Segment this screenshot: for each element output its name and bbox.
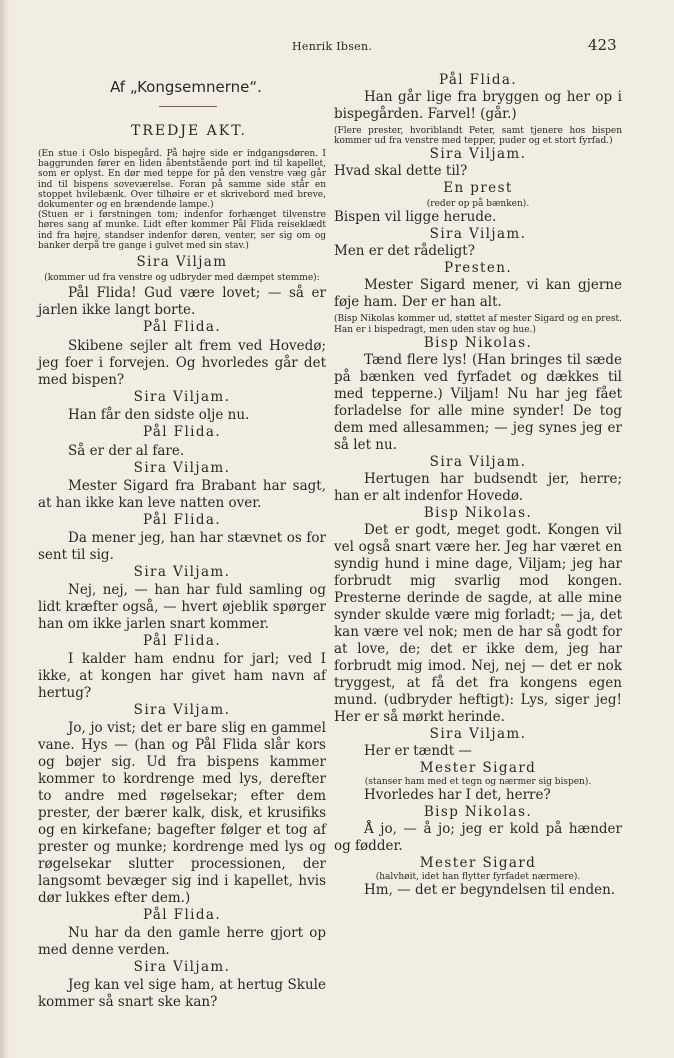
- dialogue-line: Pål Flida! Gud være lovet; — så er jarlen ikke langt borte.: [38, 285, 326, 319]
- dialogue-line: Men er det rådeligt?: [334, 243, 475, 260]
- speaker-name: Pål Flida.: [438, 72, 518, 88]
- speaker-name: Bisp Nikolas.: [423, 504, 533, 521]
- stage-direction: (En stue i Oslo bispegård. På højre side er indgangsdøren. I baggrunden fører en liden åbentstående port ind til kapellet, som er oplyst. En dør med teppe for på den venstre væg går ind til bispens soveværelse. Foran på samme side står en stoppet hvilebænk. Over tilhøire er et skrivebord med breve, dokumenter og en brændende lampe.): [38, 149, 326, 211]
- page-header: [0, 36, 674, 56]
- dialogue-line: Så er der al fare.: [68, 443, 185, 460]
- dialogue-line: Bispen vil ligge herude.: [334, 209, 497, 226]
- dialogue-line: Jeg kan vel sige ham, at hertug Skule kommer så snart ske kan?: [38, 977, 326, 1011]
- dialogue-line: I kalder ham endnu for jarl; ved I ikke, at kongen har givet ham navn af hertug?: [38, 651, 326, 702]
- speaker-name: Sira Viljam.: [429, 453, 527, 470]
- speaker-name: En prest: [443, 180, 513, 197]
- speaker-name: Mester Sigard: [419, 759, 537, 776]
- dialogue-line: Å jo, — å jo; jeg er kold på hænder og fødder.: [334, 820, 622, 854]
- stage-direction: (Flere prester, hvoriblandt Peter, samt tjenere hos bispen kommer ud fra venstre med tepper, puder og et stort fyrfad.): [334, 126, 622, 147]
- speaker-name: Sira Viljam.: [133, 460, 231, 477]
- left-text-column: [38, 76, 326, 1011]
- speaker-name: Sira Viljam.: [429, 725, 527, 742]
- dialogue-line: Nej, nej, — han har fuld samling og lidt kræfter også, — hvert øjeblik spørger han om ikke jarlen snart kommer.: [38, 582, 326, 633]
- speaker-name: Sira Viljam.: [133, 564, 231, 581]
- speaker-name: Pål Flida.: [142, 319, 222, 336]
- stage-direction: (Stuen er i førstningen tom; indenfor forhænget tilvenstre høres sang af munke. Lidt efter kommer Pål Flida reiseklædt ind fra højre, standser indenfor døren, venter, ser sig om og banker derpå tre gange i gulvet med sin stav.): [38, 210, 326, 251]
- act-heading: TREDJE AKT.: [131, 123, 247, 139]
- dialogue-line: Tænd flere lys! (Han bringes til sæde på bænken ved fyrfadet og dækkes til med tepperne.) Viljam! Nu har jeg fået forladelse for alle mine synder! De tog dem med allesammen; — jeg synes jeg er så let nu.: [334, 351, 622, 453]
- dialogue-line: Hm, — det er begyndelsen til enden.: [364, 881, 616, 898]
- dialogue-line: Det er godt, meget godt. Kongen vil vel også snart være her. Jeg har været en syndig hund i mine dage, Viljam; jeg har forbrudt mig svarlig mod kongen. Presterne derinde de sagde, at alle mine synder skulde være mig forladt; — ja, det kan være vel nok; men de har så godt for at love, de; det er ikke dem, jeg har forbrudt mig imod. Nej, nej — det er nok tryggest, at få det fra kongens egen mund. (udbryder heftigt): Lys, siger jeg! Her er så mørkt herinde.: [334, 521, 622, 725]
- dialogue-line: Mester Sigard fra Brabant har sagt, at han ikke kan leve natten over.: [38, 478, 326, 512]
- speaker-name: Sira Viljam.: [133, 702, 231, 719]
- title-divider: [159, 106, 217, 107]
- speaker-name: Bisp Nikolas.: [423, 334, 533, 351]
- dialogue-line: Hertugen har budsendt jer, herre; han er alt indenfor Hovedø.: [334, 470, 622, 504]
- page-number: 423: [588, 36, 617, 54]
- right-text-column: [334, 72, 622, 899]
- speaker-name: Pål Flida.: [142, 907, 222, 924]
- speaker-name: Sira Viljam.: [133, 959, 231, 976]
- speaker-name: Pål Flida.: [142, 424, 222, 441]
- speaker-name: Pål Flida.: [142, 512, 222, 529]
- stage-direction: (Bisp Nikolas kommer ud, støttet af mester Sigard og en prest. Han er i bispedragt, men uden stav og hue.): [334, 314, 622, 335]
- dialogue-line: Hvad skal dette til?: [334, 163, 468, 180]
- speaker-name: Sira Viljam: [136, 254, 228, 271]
- running-title: Henrik Ibsen.: [292, 40, 373, 53]
- speaker-name: Presten.: [443, 260, 513, 277]
- section-title: Af „Kongsemnerne“.: [110, 78, 262, 96]
- dialogue-line: Da mener jeg, han har stævnet os for sent til sig.: [38, 530, 326, 564]
- speaker-name: Sira Viljam.: [429, 226, 527, 243]
- dialogue-line: Her er tændt —: [364, 742, 472, 759]
- dialogue-line: Mester Sigard mener, vi kan gjerne føje ham. Der er han alt.: [334, 277, 622, 311]
- speaker-name: Mester Sigard: [419, 854, 537, 871]
- dialogue-line: Jo, jo vist; det er bare slig en gammel vane. Hys — (han og Pål Flida slår kors og bøjer sig. Ud fra bispens kammer kommer to kordrenge med lys, derefter to andre med røgelsekar; efter dem prester, der bærer kalk, disk, et krusifiks og en kirkefane; bagefter følger et tog af prester og munke; kordrenge med lys og røgelsekar slutter processionen, der langsomt bevæger sig ind i kapellet, hvis dør lukkes efter dem.): [38, 720, 326, 907]
- speaker-name: Sira Viljam.: [429, 146, 527, 163]
- page-binding-shadow: [0, 0, 9, 1058]
- speaker-name: Sira Viljam.: [133, 389, 231, 406]
- dialogue-line: Nu har da den gamle herre gjort op med denne verden.: [38, 925, 326, 959]
- speaker-name: Pål Flida.: [142, 633, 222, 650]
- dialogue-line: Han går lige fra bryggen og her op i bispegården. Farvel! (går.): [334, 89, 622, 122]
- stage-direction: (reder op på bænken).: [426, 199, 530, 210]
- dialogue-line: Han får den sidste olje nu.: [68, 407, 250, 424]
- dialogue-line: Hvorledes har I det, herre?: [364, 786, 551, 803]
- stage-direction: (kommer ud fra venstre og udbryder med dæmpet stemme):: [44, 273, 320, 284]
- stage-direction: (stanser ham med et tegn og nærmer sig bispen).: [364, 776, 592, 787]
- dialogue-line: Skibene sejler alt frem ved Hovedø; jeg foer i forvejen. Og hvorledes går det med bispen?: [38, 338, 326, 389]
- speaker-name: Bisp Nikolas.: [423, 803, 533, 820]
- stage-direction: (halvhøit, idet han flytter fyrfadet nærmere).: [375, 871, 581, 882]
